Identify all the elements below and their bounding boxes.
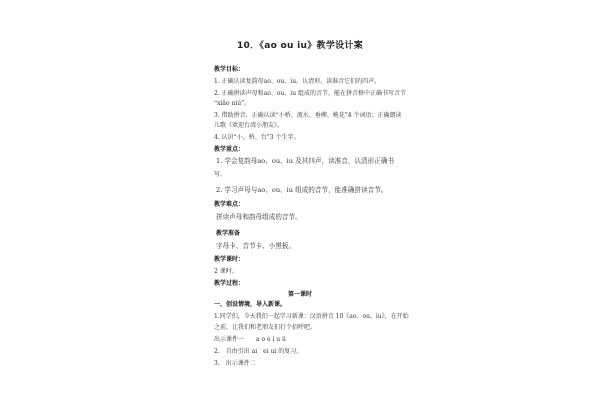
body-text-line: 1.同学们，今天我们一起学习新课：汉语拼音 10《ao、ou、iu》，在开始 [214, 313, 409, 320]
section-heading: 教学过程： [214, 280, 245, 287]
body-text-line: 出示课件一 a o e i u ü [214, 336, 286, 343]
body-text-line: 3. 借助拼音，正确认读“小桥、流水、垂柳、桃花”4 个词语；正确朗读 [214, 112, 402, 119]
body-text-line: 2. 正确拼读声母和ao、ou、iu 组成的音节，能在拼音格中正确书写音节 [214, 90, 406, 97]
body-text-line: 2 课时。 [214, 268, 238, 275]
body-text-line: 写。 [214, 171, 227, 178]
section-heading: 教学目标： [214, 66, 245, 73]
document-title: 10．《ao ou iu》教学设计案 [236, 41, 364, 51]
body-text-line: 4. 认识“小、桥、台”3 个生字。 [214, 134, 300, 141]
body-text-line: 1. 正确认读复韵母ao、ou、iu，认清形，读准音它们的四声。 [214, 78, 381, 85]
body-text-line: 3. 出示课件二 [214, 360, 256, 367]
body-text-line: 之前，让我们和老朋友们打个招呼吧。 [214, 324, 317, 331]
section-heading: 教学准备 [216, 230, 241, 237]
section-heading: 教学重点： [214, 146, 245, 153]
body-text-line: 儿歌《欢迎台湾小朋友》。 [214, 122, 284, 129]
section-heading: 教学难点： [214, 201, 245, 208]
body-text-line: 字母卡、音节卡、小黑板。 [216, 242, 296, 250]
body-text-line: 拼读声母和韵母组成的音节。 [216, 213, 302, 221]
body-text-line: “xiǎo niú”。 [214, 100, 251, 107]
section-heading: 一、创设情境，导入新课。 [214, 301, 287, 308]
body-text-line: 2. 自由引出 ai ei ui 的复习。 [214, 348, 303, 355]
body-text-line: 2. 学习声母与ao、ou、iu 组成的音节，能准确拼读音节。 [216, 186, 388, 194]
section-heading: 第一课时 [287, 291, 312, 298]
section-heading: 教学课时： [214, 256, 245, 263]
body-text-line: 1. 学会复韵母ao、ou、iu 及其四声，读准音，认清形正确书 [216, 157, 395, 165]
